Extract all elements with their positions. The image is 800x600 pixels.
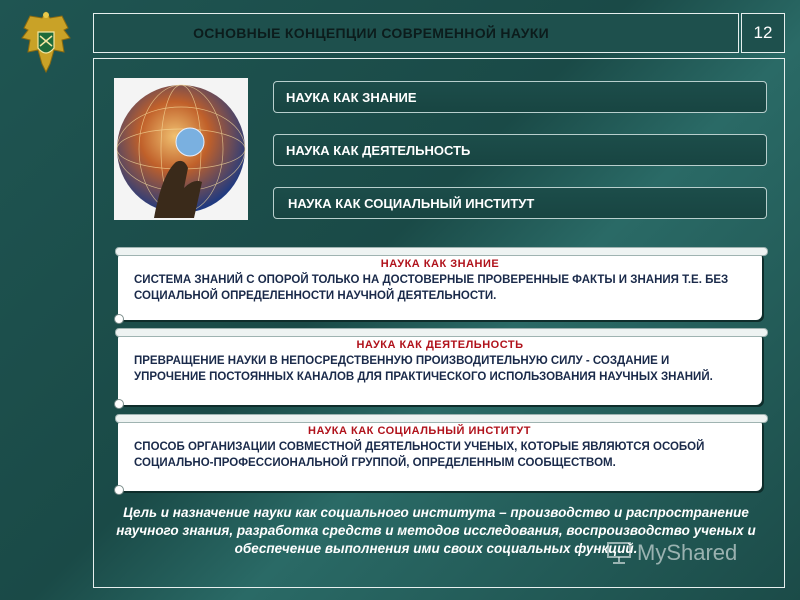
presentation-board-icon — [606, 541, 632, 565]
concept-institute-button[interactable] — [273, 187, 767, 219]
footer-statement: Цель и назначение науки как социального института – производство и распространение научного знания, разработка средств и методов исследования, воспроизводство ученых и обеспечение выполнения ими своих социальных функций. — [116, 505, 756, 556]
definition-institute-text: СПОСОБ ОРГАНИЗАЦИИ СОВМЕСТНОЙ ДЕЯТЕЛЬНОСТИ УЧЕНЫХ, КОТОРЫЕ ЯВЛЯЮТСЯ ОСОБОЙ СОЦИАЛЬНО-ПРОФЕССИОНАЛЬНОЙ ГРУППОЙ, ОПРЕДЕЛЕННЫМ СООБЩЕСТВОМ. — [134, 441, 705, 469]
page-number: 12 — [753, 23, 773, 42]
concept-knowledge-button[interactable] — [273, 81, 767, 113]
slide-title-bar — [93, 13, 739, 53]
definition-activity-heading: НАУКА КАК ДЕЯТЕЛЬНОСТЬ — [356, 339, 524, 351]
concept-activity-label: НАУКА КАК ДЕЯТЕЛЬНОСТЬ — [286, 142, 471, 158]
definition-institute-heading: НАУКА КАК СОЦИАЛЬНЫЙ ИНСТИТУТ — [308, 425, 531, 437]
definition-knowledge-heading: НАУКА КАК ЗНАНИЕ — [380, 258, 500, 270]
watermark — [606, 540, 737, 566]
definition-institute — [118, 419, 762, 491]
page-number-box — [741, 13, 785, 53]
concept-institute-label: НАУКА КАК СОЦИАЛЬНЫЙ ИНСТИТУТ — [288, 195, 535, 211]
slide-title: ОСНОВНЫЕ КОНЦЕПЦИИ СОВРЕМЕННОЙ НАУКИ — [193, 25, 549, 41]
definition-knowledge — [118, 252, 762, 320]
concept-knowledge-label: НАУКА КАК ЗНАНИЕ — [286, 89, 417, 105]
definition-activity-text: ПРЕВРАЩЕНИЕ НАУКИ В НЕПОСРЕДСТВЕННУЮ ПРОИЗВОДИТЕЛЬНУЮ СИЛУ - СОЗДАНИЕ И УПРОЧЕНИЕ ПОСТОЯННЫХ КАНАЛОВ ДЛЯ ПРАКТИЧЕСКОГО ИСПОЛЬЗОВАНИЯ НАУЧНЫХ ЗНАНИЙ. — [134, 355, 713, 383]
definition-activity — [118, 333, 762, 405]
eagle-emblem-icon — [18, 8, 74, 78]
definition-knowledge-text: СИСТЕМА ЗНАНИЙ С ОПОРОЙ ТОЛЬКО НА ДОСТОВЕРНЫЕ ПРОВЕРЕННЫЕ ФАКТЫ И ЗНАНИЯ Т.Е. БЕЗ СОЦИАЛЬНОЙ ОПРЕДЕЛЕННОСТИ НАУЧНОЙ ДЕЯТЕЛЬНОСТИ. — [134, 274, 729, 302]
watermark-text: MyShared — [637, 540, 738, 565]
concept-activity-button[interactable] — [273, 134, 767, 166]
globe-hand-icon — [114, 78, 248, 220]
